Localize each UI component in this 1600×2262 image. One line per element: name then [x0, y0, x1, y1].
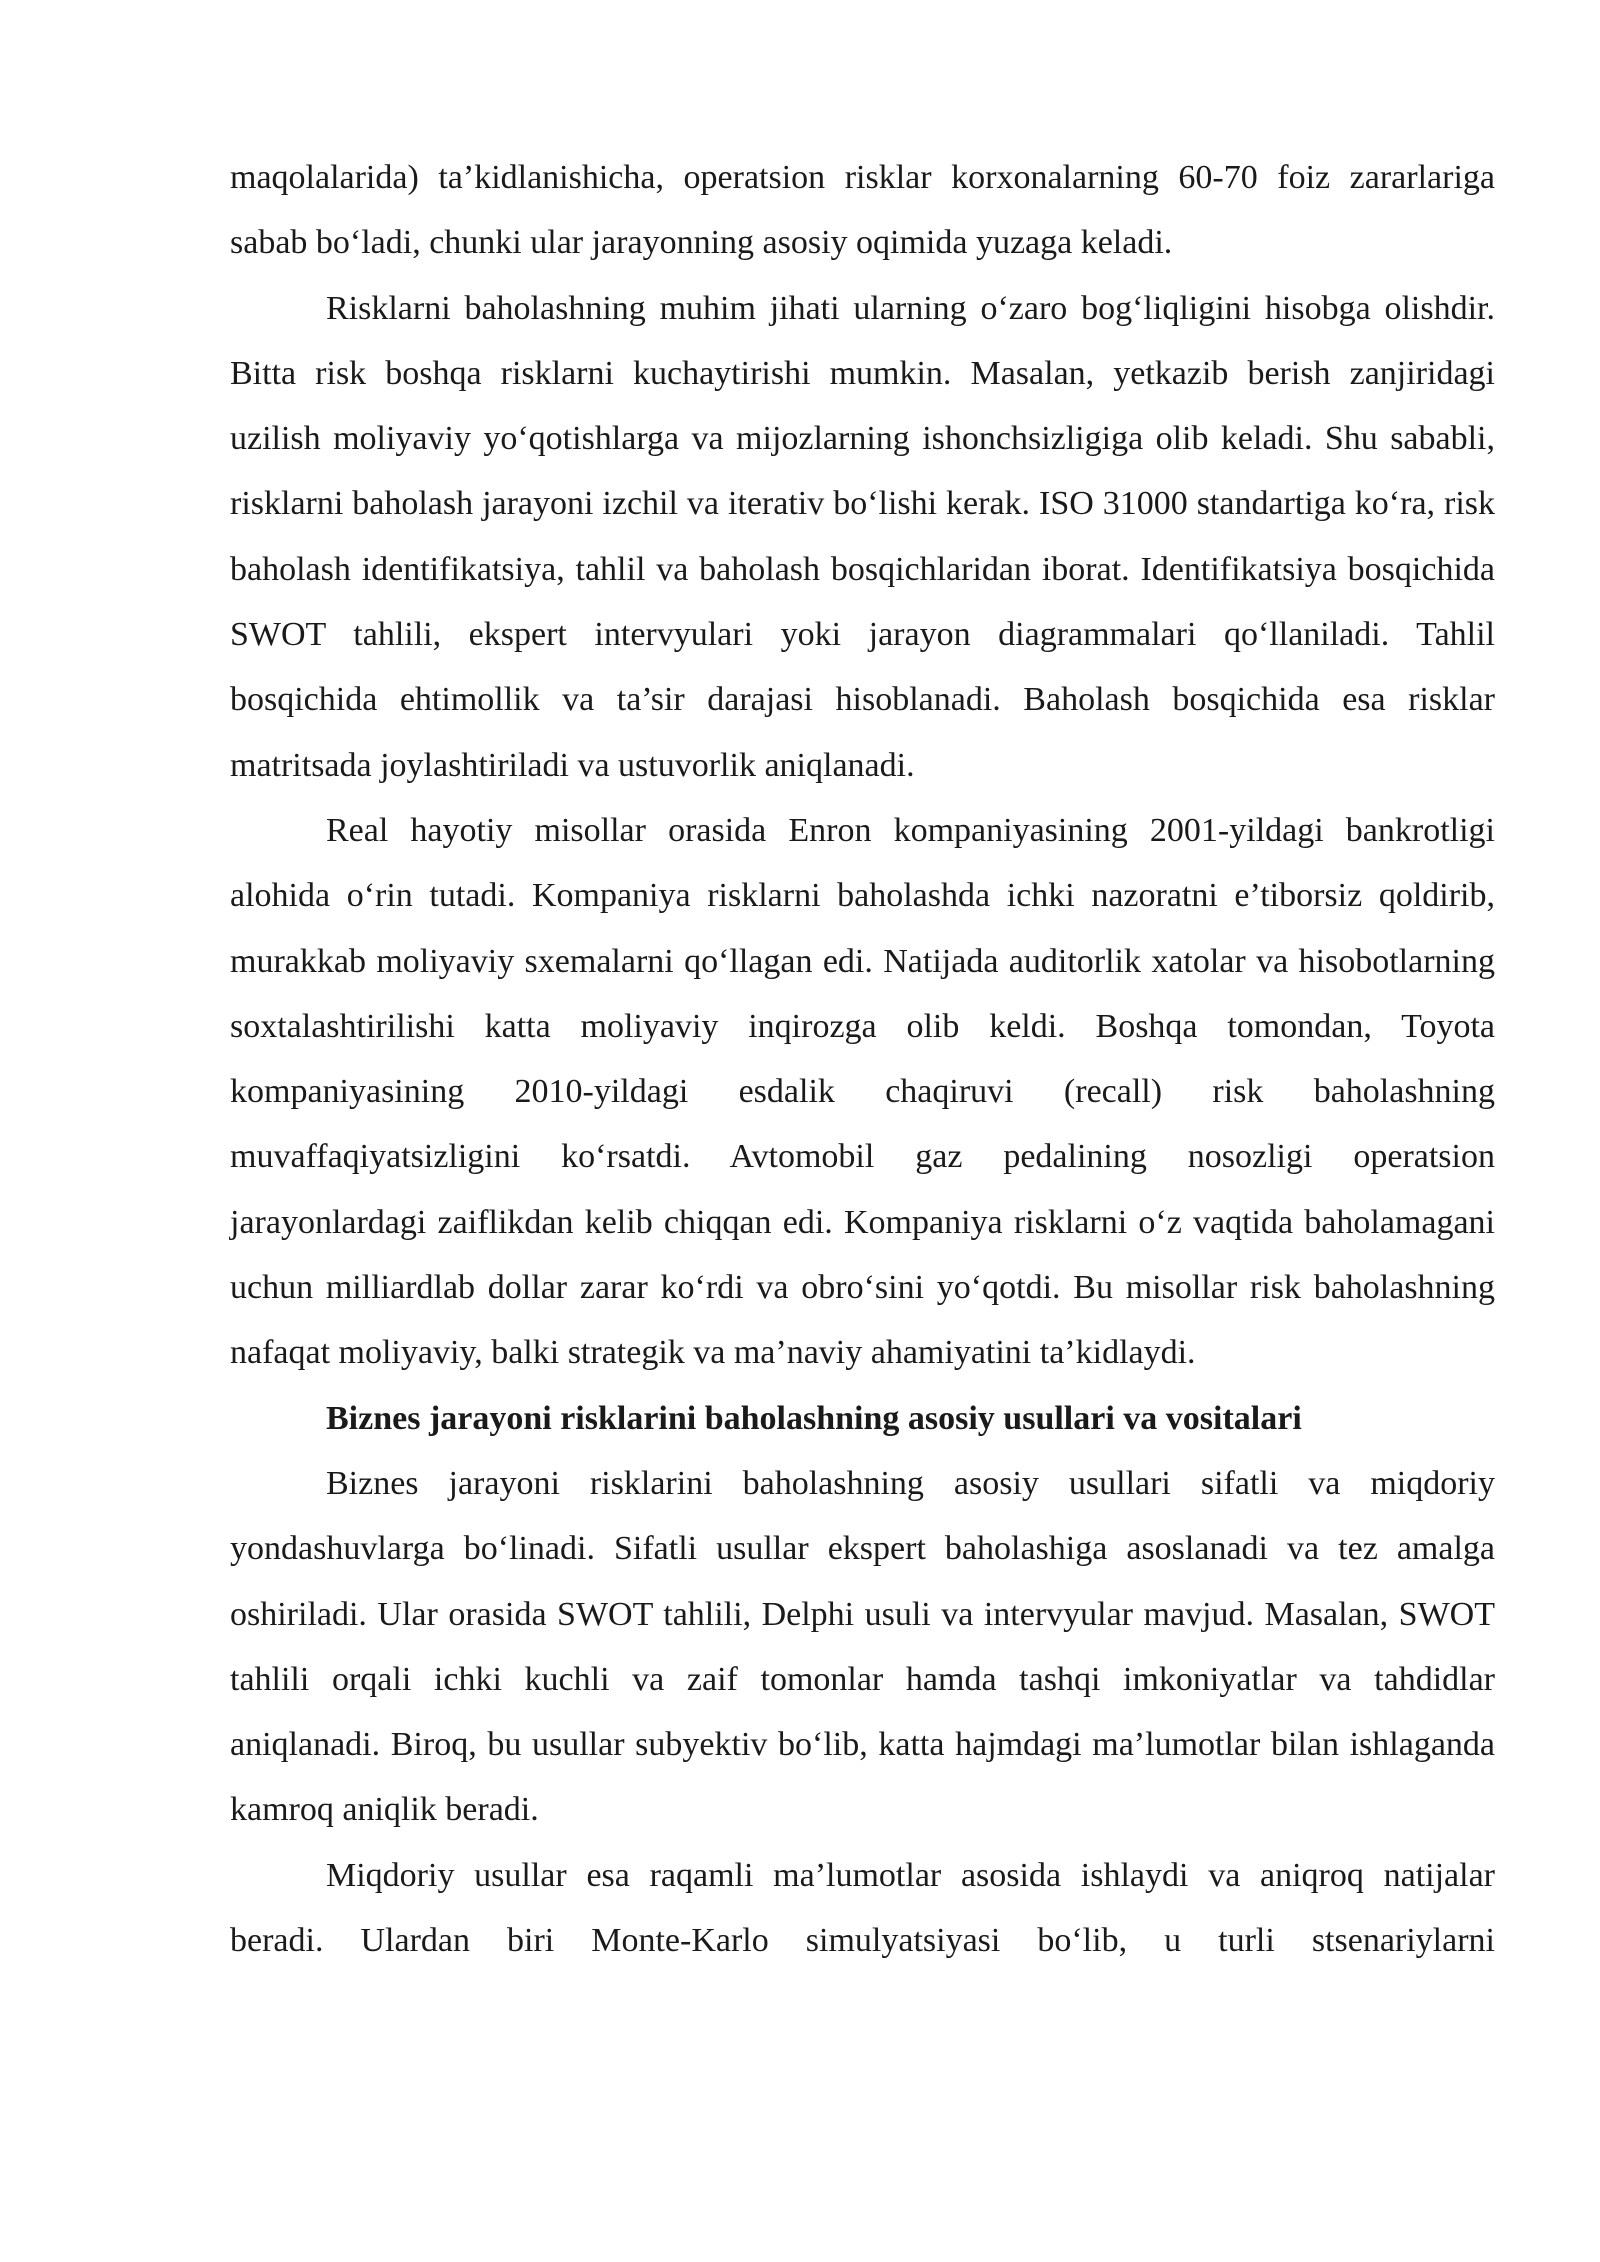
paragraph-quantitative-methods: Miqdoriy usullar esa raqamli ma’lumotlar asosida ishlaydi va aniqroq natijalar beradi. Ulardan biri Monte-Karlo simulyatsiyasi bo‘lib, u turli stsenariylarni	[230, 1856, 1495, 1960]
paragraph-continuation: maqolalarida) ta’kidlanishicha, operatsion risklar korxonalarning 60-70 foiz zararlariga sabab bo‘ladi, chunki ular jarayonning asosiy oqimida yuzaga keladi.	[230, 159, 1495, 262]
paragraph-risk-interdependence: Risklarni baholashning muhim jihati ularning o‘zaro bog‘liqligini hisobga olishdir. Bitta risk boshqa risklarni kuchaytirishi mumkin. Masalan, yetkazib berish zanjiridagi uzilish moliyaviy yo‘qotishlarga va mijozlarning ishonchsizligiga olib keladi. Shu sababli, risklarni baholash jarayoni izchil va iterativ bo‘lishi kerak. ISO 31000 standartiga ko‘ra, risk baholash identifikatsiya, tahlil va baholash bosqichlaridan iborat. Identifikatsiya bosqichida SWOT tahlili, ekspert intervyulari yoki jarayon diagrammalari qo‘llaniladi. Tahlil bosqichida ehtimollik va ta’sir darajasi hisoblanadi. Baholash bosqichida esa risklar matritsada joylashtiriladi va ustuvorlik aniqlanadi.	[230, 289, 1495, 784]
paragraph-qualitative-methods: Biznes jarayoni risklarini baholashning asosiy usullari sifatli va miqdoriy yondashuvlarga bo‘linadi. Sifatli usullar ekspert baholashiga asoslanadi va tez amalga oshiriladi. Ular orasida SWOT tahlili, Delphi usuli va intervyular mavjud. Masalan, SWOT tahlili orqali ichki kuchli va zaif tomonlar hamda tashqi imkoniyatlar va tahdidlar aniqlanadi. Biroq, bu usullar subyektiv bo‘lib, katta hajmdagi ma’lumotlar bilan ishlaganda kamroq aniqlik beradi.	[230, 1464, 1495, 1829]
section-heading: Biznes jarayoni risklarini baholashning asosiy usullari va vositalari	[326, 1399, 1302, 1437]
paragraph-real-examples: Real hayotiy misollar orasida Enron kompaniyasining 2001-yildagi bankrotligi alohida o‘rin tutadi. Kompaniya risklarni baholashda ichki nazoratni e’tiborsiz qoldirib, murakkab moliyaviy sxemalarni qo‘llagan edi. Natijada auditorlik xatolar va hisobotlarning soxtalashtirilishi katta moliyaviy inqirozga olib keldi. Boshqa tomondan, Toyota kompaniyasining 2010-yildagi esdalik chaqiruvi (recall) risk baholashning muvaffaqiyatsizligini ko‘rsatdi. Avtomobil gaz pedalining nosozligi operatsion jarayonlardagi zaiflikdan kelib chiqqan edi. Kompaniya risklarni o‘z vaqtida baholamagani uchun milliardlab dollar zarar ko‘rdi va obro‘sini yo‘qotdi. Bu misollar risk baholashning nafaqat moliyaviy, balki strategik va ma’naviy ahamiyatini ta’kidlaydi.	[230, 811, 1495, 1372]
document-page	[230, 145, 1495, 1973]
